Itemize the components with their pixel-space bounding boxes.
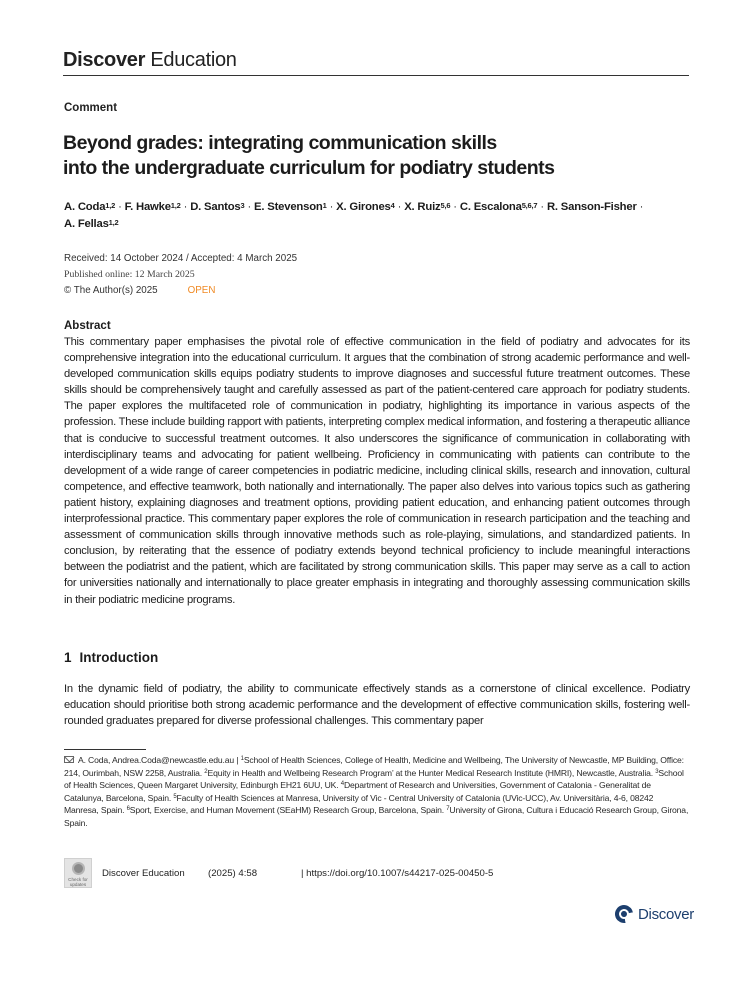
section-title: Introduction: [79, 650, 159, 665]
copyright-line: [64, 283, 297, 299]
publisher-logo-text: Discover: [638, 905, 694, 923]
crossmark-label: Check for updates: [68, 877, 88, 887]
published-online: Published online: 12 March 2025: [64, 269, 195, 280]
author[interactable]: E. Stevenson$^1$: [254, 201, 327, 213]
article-title: [63, 131, 683, 181]
affiliation: Faculty of Health Sciences at Manresa, University of Vic - Central University of Catalonia (UVic-UCC), Av. Universitària, 4-6, 08242 Manresa, Spain.: [64, 792, 654, 816]
check-for-updates-badge[interactable]: [64, 858, 92, 888]
affiliation: Equity in Health and Wellbeing Research Program’ at the Hunter Medical Research Institute (HMRI), Newcastle, Australia.: [207, 767, 656, 778]
publication-dates: [64, 251, 297, 299]
affiliation: University of Girona, Cultura i Educació Research Group, Girona, Spain.: [64, 805, 689, 828]
copyright: © The Author(s) 2025: [64, 285, 158, 296]
author[interactable]: X. Ruiz$^{5,6}$: [404, 201, 451, 213]
affiliation: School of Health Sciences, Queen Margaret University, Edinburgh EH21 6UU, UK.: [64, 767, 684, 791]
author[interactable]: C. Escalona$^{5,6,7}$: [459, 201, 538, 213]
author[interactable]: D. Santos$^3$: [190, 201, 245, 213]
section-number: 1: [64, 650, 72, 665]
journal-name: Education: [150, 49, 237, 71]
crossmark-icon: [72, 862, 85, 875]
introduction-text: In the dynamic field of podiatry, the ability to communicate effectively stands as a cornerstone of clinical excellence. Podiatry education should prioritise both strong academic performance and the development of effective communication skills, fostering well-rounded graduates prepared for diverse professional challenges. This commentary paper: [64, 683, 690, 728]
corresponding-author[interactable]: A. Coda, Andrea.Coda@newcastle.edu.au |: [78, 755, 241, 765]
title-line-1: Beyond grades: integrating communication skills: [63, 132, 497, 154]
article-type: Comment: [64, 102, 118, 114]
publisher-logo: [615, 904, 694, 924]
title-line-2: into the undergraduate curriculum for podiatry students: [63, 157, 555, 179]
doi-link[interactable]: | https://doi.org/10.1007/s44217-025-00450-5: [301, 868, 494, 879]
affiliation: School of Health Sciences, College of Health, Medicine and Wellbeing, The University of Newcastle, MP Building, Office: 214, Ourimbah, NSW 2258, Australia.: [64, 755, 684, 778]
abstract-text: This commentary paper emphasises the pivotal role of effective communication in the field of podiatry and advocates for its comprehensive integration into the educational curriculum. It argues that the combination of strong academic performance and well-developed communication skills equips podiatry students to improve diagnoses and successful future treatment outcomes. These skills should be comprehensively taught and carefully assessed as part of the patient-centered care approach for podiatry students. The paper explores the multifaceted role of communication in podiatry, highlighting its importance in various aspects of the profession. These include building rapport with patients, interpreting complex medical information, and fostering a therapeutic alliance that is conducive to successful treatment outcomes. It also underscores the significance of communication in collaborating with interdisciplinary teams and advocating for patient wellbeing. Proficiency in communicating with patients can contribute to the development of a wide range of career competencies in podiatric medicine, including clinical skills, research and innovation, cultural competence, and effective teamwork, both nationally and internationally. The paper also delves into various topics such as gathering patient history, explaining diagnoses and treatment options, providing patient education, and enhancing patient outcomes through interprofessional practice. This commentary paper explores the role of communication in research participation and the teaching and assessment of communication skills through innovative methods such as role-playing, simulations, and standardized patients. In conclusion, by reiterating that the essence of podiatry extends beyond technical proficiency to include meaningful interactions between the podiatrist and the patient, which are facilitated by strong communication skills. This paper may serve as a call to action for universities nationally and internationally to place greater emphasis in integrating and thoroughly assessing communication skills in their podiatric medicine programs.: [64, 336, 690, 606]
journal-header: [63, 48, 689, 76]
affiliation: Department of Research and Universities, Government of Catalonia - Generalitat de Catalunya, Barcelona, Spain.: [64, 780, 651, 803]
author[interactable]: A. Coda$^{1,2}$: [64, 201, 116, 213]
author[interactable]: A. Fellas$^{1,2}$: [64, 218, 119, 230]
affiliation: Sport, Exercise, and Human Movement (SEaHM) Research Group, Barcelona, Spain.: [129, 805, 447, 816]
open-access-badge: OPEN: [187, 285, 216, 296]
affiliations-footnote: A. Coda, Andrea.Coda@newcastle.edu.au | $^1$School of Health Sciences, College of Health, Medicine and Wellbeing, The University of Newcastle, MP Building, Office: 214, Ourimbah, NSW 2258, Australia. $^2$Equity in Health and Wellbeing Research Program’ at the Hunter Medical Research Institute (HMRI), Newcastle, Australia. $^3$School of Health Sciences, Queen Margaret University, Edinburgh EH21 6UU, UK. $^4$Department of Research and Universities, Government of Catalonia - Generalitat de Catalunya, Barcelona, Spain. $^5$Faculty of Health Sciences at Manresa, University of Vic - Central University of Catalonia (UVic-UCC), Av. Universitària, 4-6, 08242 Manresa, Spain. $^6$Sport, Exercise, and Human Movement (SEaHM) Research Group, Barcelona, Spain. $^7$University of Girona, Cultura i Educació Research Group, Girona, Spain.: [64, 755, 689, 828]
footnote-divider: [64, 749, 146, 750]
author-list: A. Coda$^{1,2}$ · F. Hawke$^{1,2}$ · D. Santos$^3$ · E. Stevenson$^1$ · X. Girones$^4$ · X. Ruiz$^{5,6}$ · C. Escalona$^{5,6,7}$ · R. Sanson-Fisher · A. Fellas$^{1,2}$: [64, 201, 644, 230]
footer-volume: (2025) 4:58: [208, 868, 258, 879]
author[interactable]: R. Sanson-Fisher: [546, 201, 637, 213]
received-accepted: Received: 14 October 2024 / Accepted: 4 March 2025: [64, 253, 298, 264]
section-heading-introduction: [64, 650, 158, 665]
author[interactable]: X. Girones$^4$: [336, 201, 395, 213]
author[interactable]: F. Hawke$^{1,2}$: [124, 201, 181, 213]
abstract-heading: Abstract: [64, 320, 111, 332]
footer-journal: Discover Education: [102, 868, 185, 879]
journal-brand: Discover: [63, 49, 146, 71]
discover-logo-icon: [611, 901, 636, 926]
page-footer: [64, 858, 690, 888]
envelope-icon: [64, 756, 74, 763]
